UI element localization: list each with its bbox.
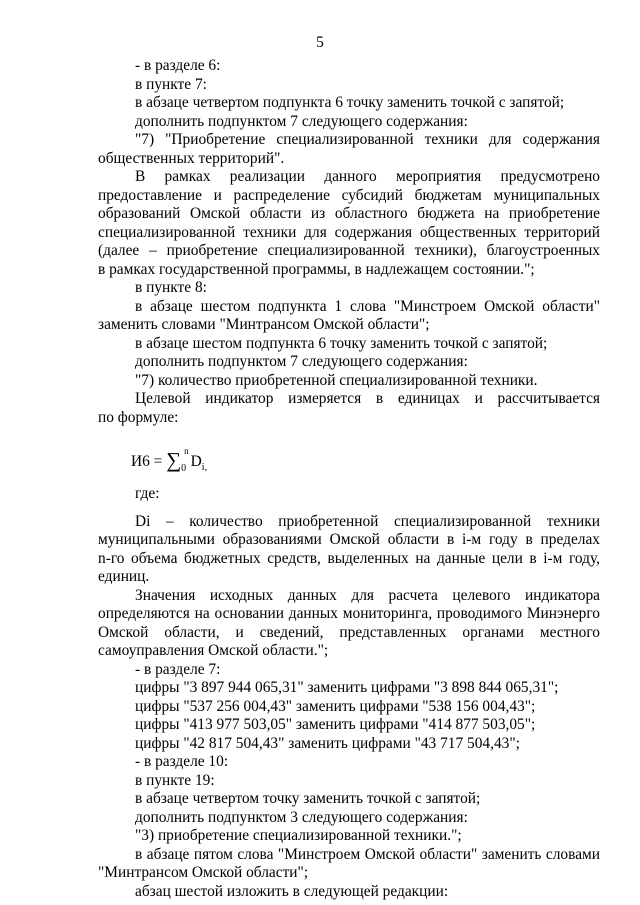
formula: [98, 427, 600, 485]
sum-lower-limit: 0: [181, 463, 187, 474]
spacer: [98, 504, 600, 513]
text-line: специализированной техники для содержания общественных территорий: [98, 223, 600, 241]
text-line: дополнить подпунктом 3 следующего содержания:: [135, 808, 468, 826]
text-line: цифры "3 897 944 065,31" заменить цифрами "3 898 844 065,31";: [135, 679, 559, 696]
text-line: в рамках государственной программы, в надлежащем состоянии.";: [98, 260, 535, 278]
text-line: Целевой индикатор измеряется в единицах и рассчитывается: [135, 390, 600, 407]
text-line: предоставление и распределение субсидий бюджетам муниципальных: [98, 186, 600, 204]
text-line: Di – количество приобретенной специализированной техники: [135, 512, 600, 530]
text-line: цифры "42 817 504,43" заменить цифрами "43 717 504,43";: [135, 734, 520, 752]
text-line: где:: [135, 485, 160, 502]
text-line: "Минтрансом Омской области";: [98, 864, 309, 881]
formula-term: D: [190, 453, 202, 470]
text-line: - в разделе 10:: [135, 753, 229, 770]
text-line: В рамках реализации данного мероприятия предусмотрено: [135, 168, 600, 185]
text-line: в абзаце четвертом точку заменить точкой с запятой;: [135, 790, 481, 807]
text-line: образований Омской области из областного бюджета на приобретение: [98, 205, 600, 222]
formula-tail: ,: [204, 462, 208, 473]
sum-upper-limit: n: [184, 446, 189, 456]
text-line: - в разделе 6:: [135, 57, 221, 74]
text-line: в абзаце шестом подпункта 6 точку заменить точкой с запятой;: [135, 334, 548, 352]
text-line: - в разделе 7:: [135, 660, 221, 678]
formula-term-subscript: i: [201, 462, 205, 473]
text-line: в пункте 19:: [135, 771, 215, 789]
text-line: Омской области, и сведений, представленных органами местного: [98, 623, 600, 641]
formula-expression: [131, 446, 208, 474]
text-line: "7) "Приобретение специализированной техники для содержания: [135, 131, 600, 148]
text-line: цифры "413 977 503,05" заменить цифрами "414 877 503,05";: [135, 716, 536, 733]
text-line: по формуле:: [98, 408, 179, 426]
text-line: определяются на основании данных мониторинга, проводимого Минэнерго: [98, 605, 600, 622]
formula-lhs: И6 =: [131, 453, 167, 470]
text-line: "3) приобретение специализированной техники.";: [135, 827, 462, 844]
text-line: абзац шестой изложить в следующей редакции:: [135, 882, 449, 900]
text-line: "7) количество приобретенной специализированной техники.: [135, 371, 538, 389]
text-line: общественных территорий".: [98, 149, 285, 167]
text-line: (далее – приобретение специализированной техники), благоустроенных: [98, 242, 600, 259]
text-line: в абзаце пятом слова "Минстроем Омской области" заменить словами: [135, 845, 600, 863]
text-line: в пункте 8:: [135, 279, 207, 296]
text-line: единиц.: [98, 568, 150, 585]
text-line: в абзаце четвертом подпункта 6 точку заменить точкой с запятой;: [135, 94, 565, 111]
text-line: Значения исходных данных для расчета целевого индикатора: [135, 586, 600, 604]
text-line: n-го объема бюджетных средств, выделенных на данные цели в i-м году,: [98, 549, 600, 567]
text-line: в пункте 7:: [135, 75, 207, 93]
sigma-symbol: ∑: [166, 448, 182, 472]
text-line: в абзаце шестом подпункта 1 слова "Минстроем Омской области": [135, 297, 600, 315]
text-line: заменить словами "Минтрансом Омской области";: [98, 316, 430, 333]
text-line: муниципальными образованиями Омской области в i-м году в пределах: [98, 531, 600, 548]
document-body: [98, 57, 600, 901]
page-number: 5: [316, 34, 324, 51]
text-line: дополнить подпунктом 7 следующего содержания:: [135, 112, 468, 130]
text-line: самоуправления Омской области.";: [98, 642, 329, 659]
text-line: дополнить подпунктом 7 следующего содержания:: [135, 353, 468, 370]
text-line: цифры "537 256 004,43" заменить цифрами "538 156 004,43";: [135, 697, 536, 715]
